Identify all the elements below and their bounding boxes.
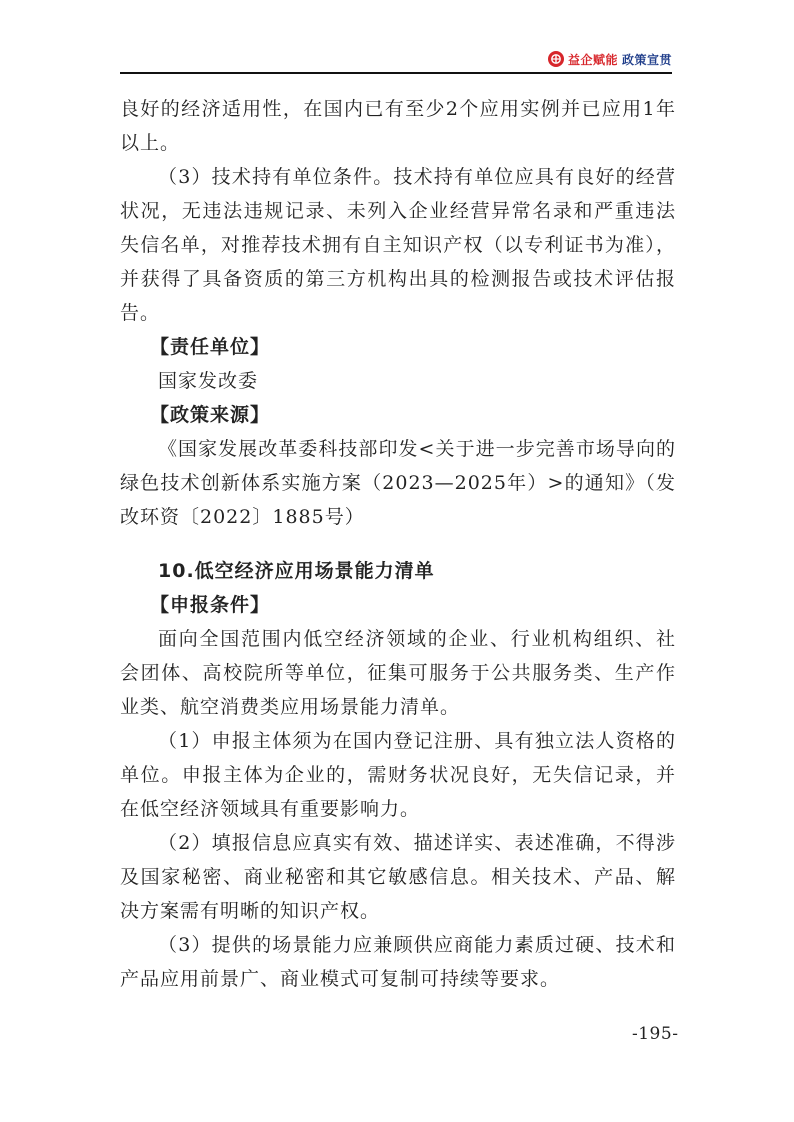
- apply-conditions-heading: 【申报条件】: [150, 594, 271, 616]
- section-title: 10.低空经济应用场景能力清单: [158, 560, 435, 582]
- policy-source-value: 《国家发展改革委科技部印发<关于进一步完善市场导向的绿色技术创新体系实施方案（2023—2025年）>的通知》（发改环资〔2022〕1885号）: [120, 438, 676, 528]
- paragraph-continuation: 良好的经济适用性，在国内已有至少2个应用实例并已应用1年以上。: [120, 98, 676, 154]
- header-subtitle: 政策宣贯: [621, 52, 672, 67]
- page-header: [548, 48, 672, 70]
- apply-paragraph-1: 面向全国范围内低空经济领域的企业、行业机构组织、社会团体、高校院所等单位，征集可服务于公共服务类、生产作业类、航空消费类应用场景能力清单。: [120, 628, 676, 718]
- page-number: -195-: [632, 1024, 679, 1044]
- policy-source-heading: 【政策来源】: [150, 404, 271, 426]
- responsible-unit-value: 国家发改委: [158, 370, 259, 392]
- brand-logo-icon: [548, 51, 564, 67]
- apply-paragraph-3: （2）填报信息应真实有效、描述详实、表述准确，不得涉及国家秘密、商业秘密和其它敏感信息。相关技术、产品、解决方案需有明晰的知识产权。: [120, 832, 676, 922]
- apply-paragraph-2: （1）申报主体须为在国内登记注册、具有独立法人资格的单位。申报主体为企业的，需财务状况良好，无失信记录，并在低空经济领域具有重要影响力。: [120, 730, 676, 820]
- document-body: [120, 92, 676, 996]
- apply-paragraph-4: （3）提供的场景能力应兼顾供应商能力素质过硬、技术和产品应用前景广、商业模式可复制可持续等要求。: [120, 934, 676, 990]
- header-brand-text: [568, 51, 672, 68]
- responsible-unit-heading: 【责任单位】: [150, 336, 271, 358]
- header-rule: [120, 72, 672, 74]
- paragraph-holder-conditions: （3）技术持有单位条件。技术持有单位应具有良好的经营状况，无违法违规记录、未列入企业经营异常名录和严重违法失信名单，对推荐技术拥有自主知识产权（以专利证书为准），并获得了具备资质的第三方机构出具的检测报告或技术评估报告。: [120, 166, 676, 324]
- section-gap: [120, 534, 676, 550]
- header-brand: 益企赋能: [567, 52, 618, 67]
